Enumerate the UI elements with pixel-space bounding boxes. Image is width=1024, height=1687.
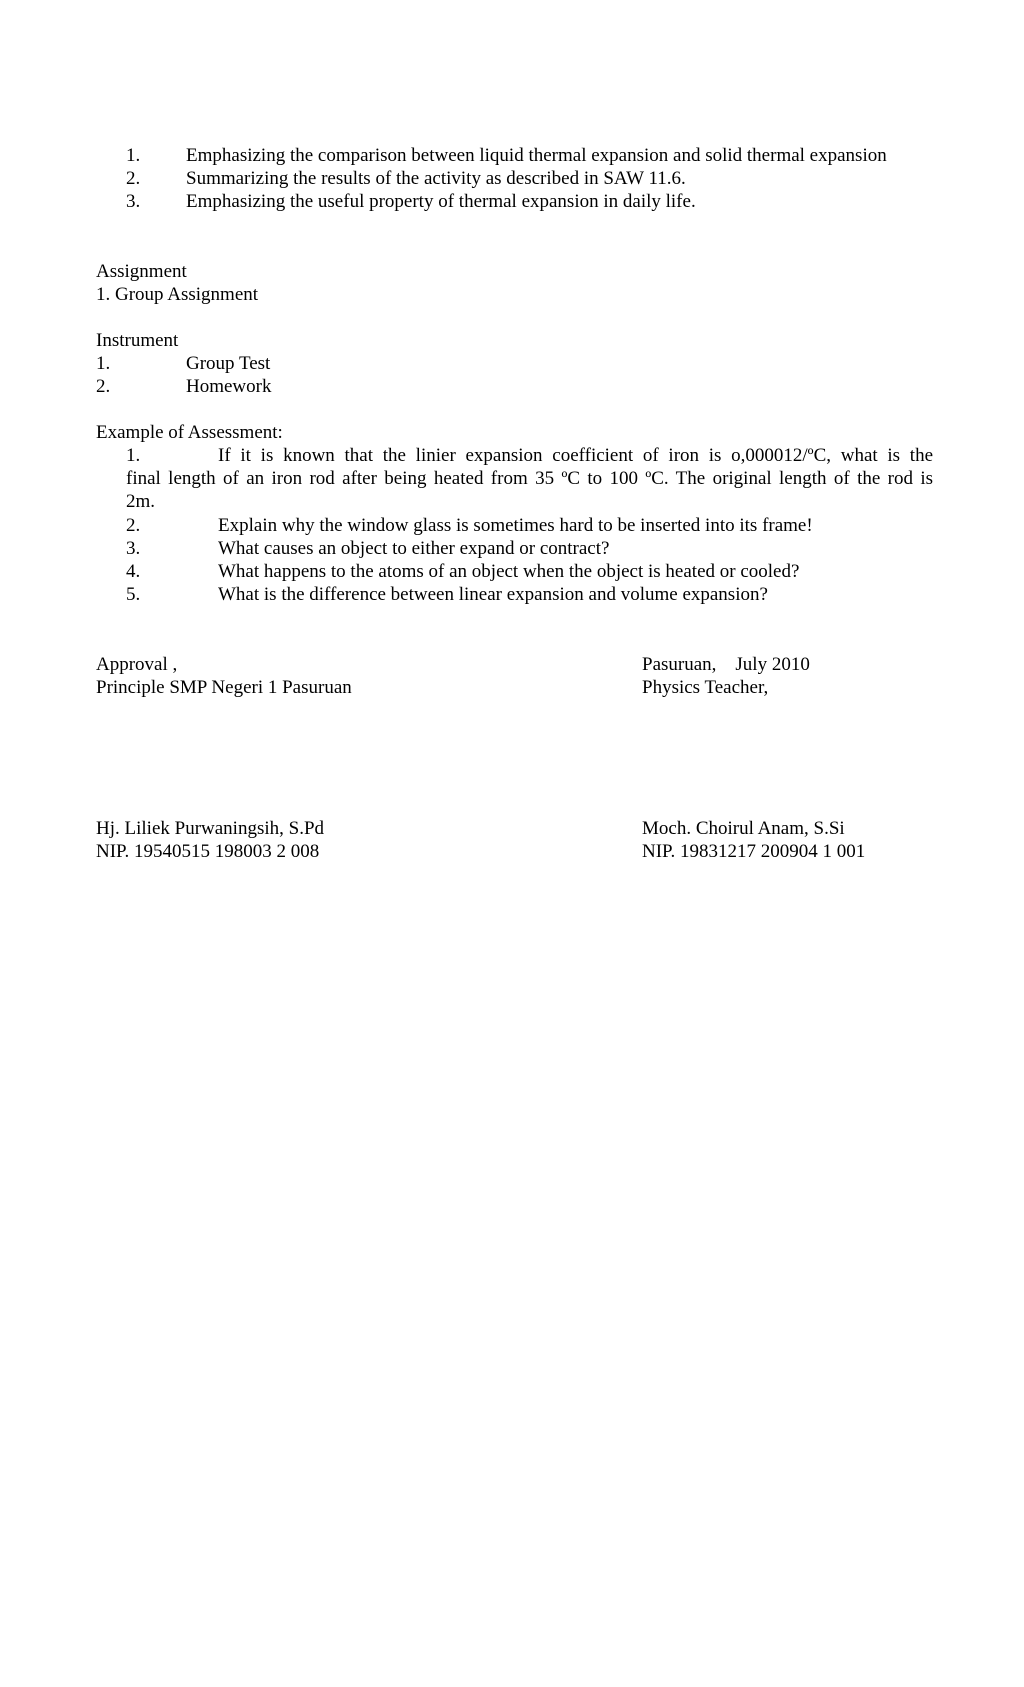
closing-step-3-number: 3. [126, 191, 141, 212]
instrument-item-1-text: Group Test [186, 353, 271, 374]
teacher-nip: NIP. 19831217 200904 1 001 [642, 841, 866, 862]
assessment-q1-line3: 2m. [126, 491, 156, 512]
instrument-item-2-number: 2. [96, 376, 111, 397]
principal-nip: NIP. 19540515 198003 2 008 [96, 841, 320, 862]
assessment-q4-text: What happens to the atoms of an object when the object is heated or cooled? [218, 561, 800, 582]
principal-name: Hj. Liliek Purwaningsih, S.Pd [96, 818, 325, 839]
closing-step-3-text: Emphasizing the useful property of thermal expansion in daily life. [186, 191, 696, 212]
instrument-item-1-number: 1. [96, 353, 111, 374]
place-date: Pasuruan, July 2010 [642, 654, 810, 675]
assessment-q5-text: What is the difference between linear expansion and volume expansion? [218, 584, 768, 605]
assessment-q4-number: 4. [126, 561, 141, 582]
assessment-q3-number: 3. [126, 538, 141, 559]
assessment-q1-number: 1. [126, 445, 141, 466]
closing-step-1-text: Emphasizing the comparison between liquid thermal expansion and solid thermal expansion [186, 145, 887, 166]
assessment-q5-number: 5. [126, 584, 141, 605]
instrument-item-2-text: Homework [186, 376, 272, 397]
assignment-item: 1. Group Assignment [96, 284, 259, 305]
teacher-name: Moch. Choirul Anam, S.Si [642, 818, 845, 839]
closing-step-2-text: Summarizing the results of the activity as described in SAW 11.6. [186, 168, 686, 189]
assessment-q1-line1: If it is known that the linier expansion coefficient of iron is o,000012/ºC, what is the [218, 445, 933, 466]
principal-role: Principle SMP Negeri 1 Pasuruan [96, 677, 352, 698]
assessment-q1-line2: final length of an iron rod after being heated from 35 ºC to 100 ºC. The original length of the rod is [126, 468, 933, 489]
assessment-q3-text: What causes an object to either expand or contract? [218, 538, 610, 559]
approval-label: Approval , [96, 654, 178, 675]
assignment-heading: Assignment [96, 261, 187, 282]
assessment-q2-number: 2. [126, 515, 141, 536]
assessment-q2-text: Explain why the window glass is sometimes hard to be inserted into its frame! [218, 515, 813, 536]
closing-step-2-number: 2. [126, 168, 141, 189]
instrument-heading: Instrument [96, 330, 179, 351]
closing-step-1-number: 1. [126, 145, 141, 166]
assessment-heading: Example of Assessment: [96, 422, 283, 443]
teacher-role: Physics Teacher, [642, 677, 769, 698]
